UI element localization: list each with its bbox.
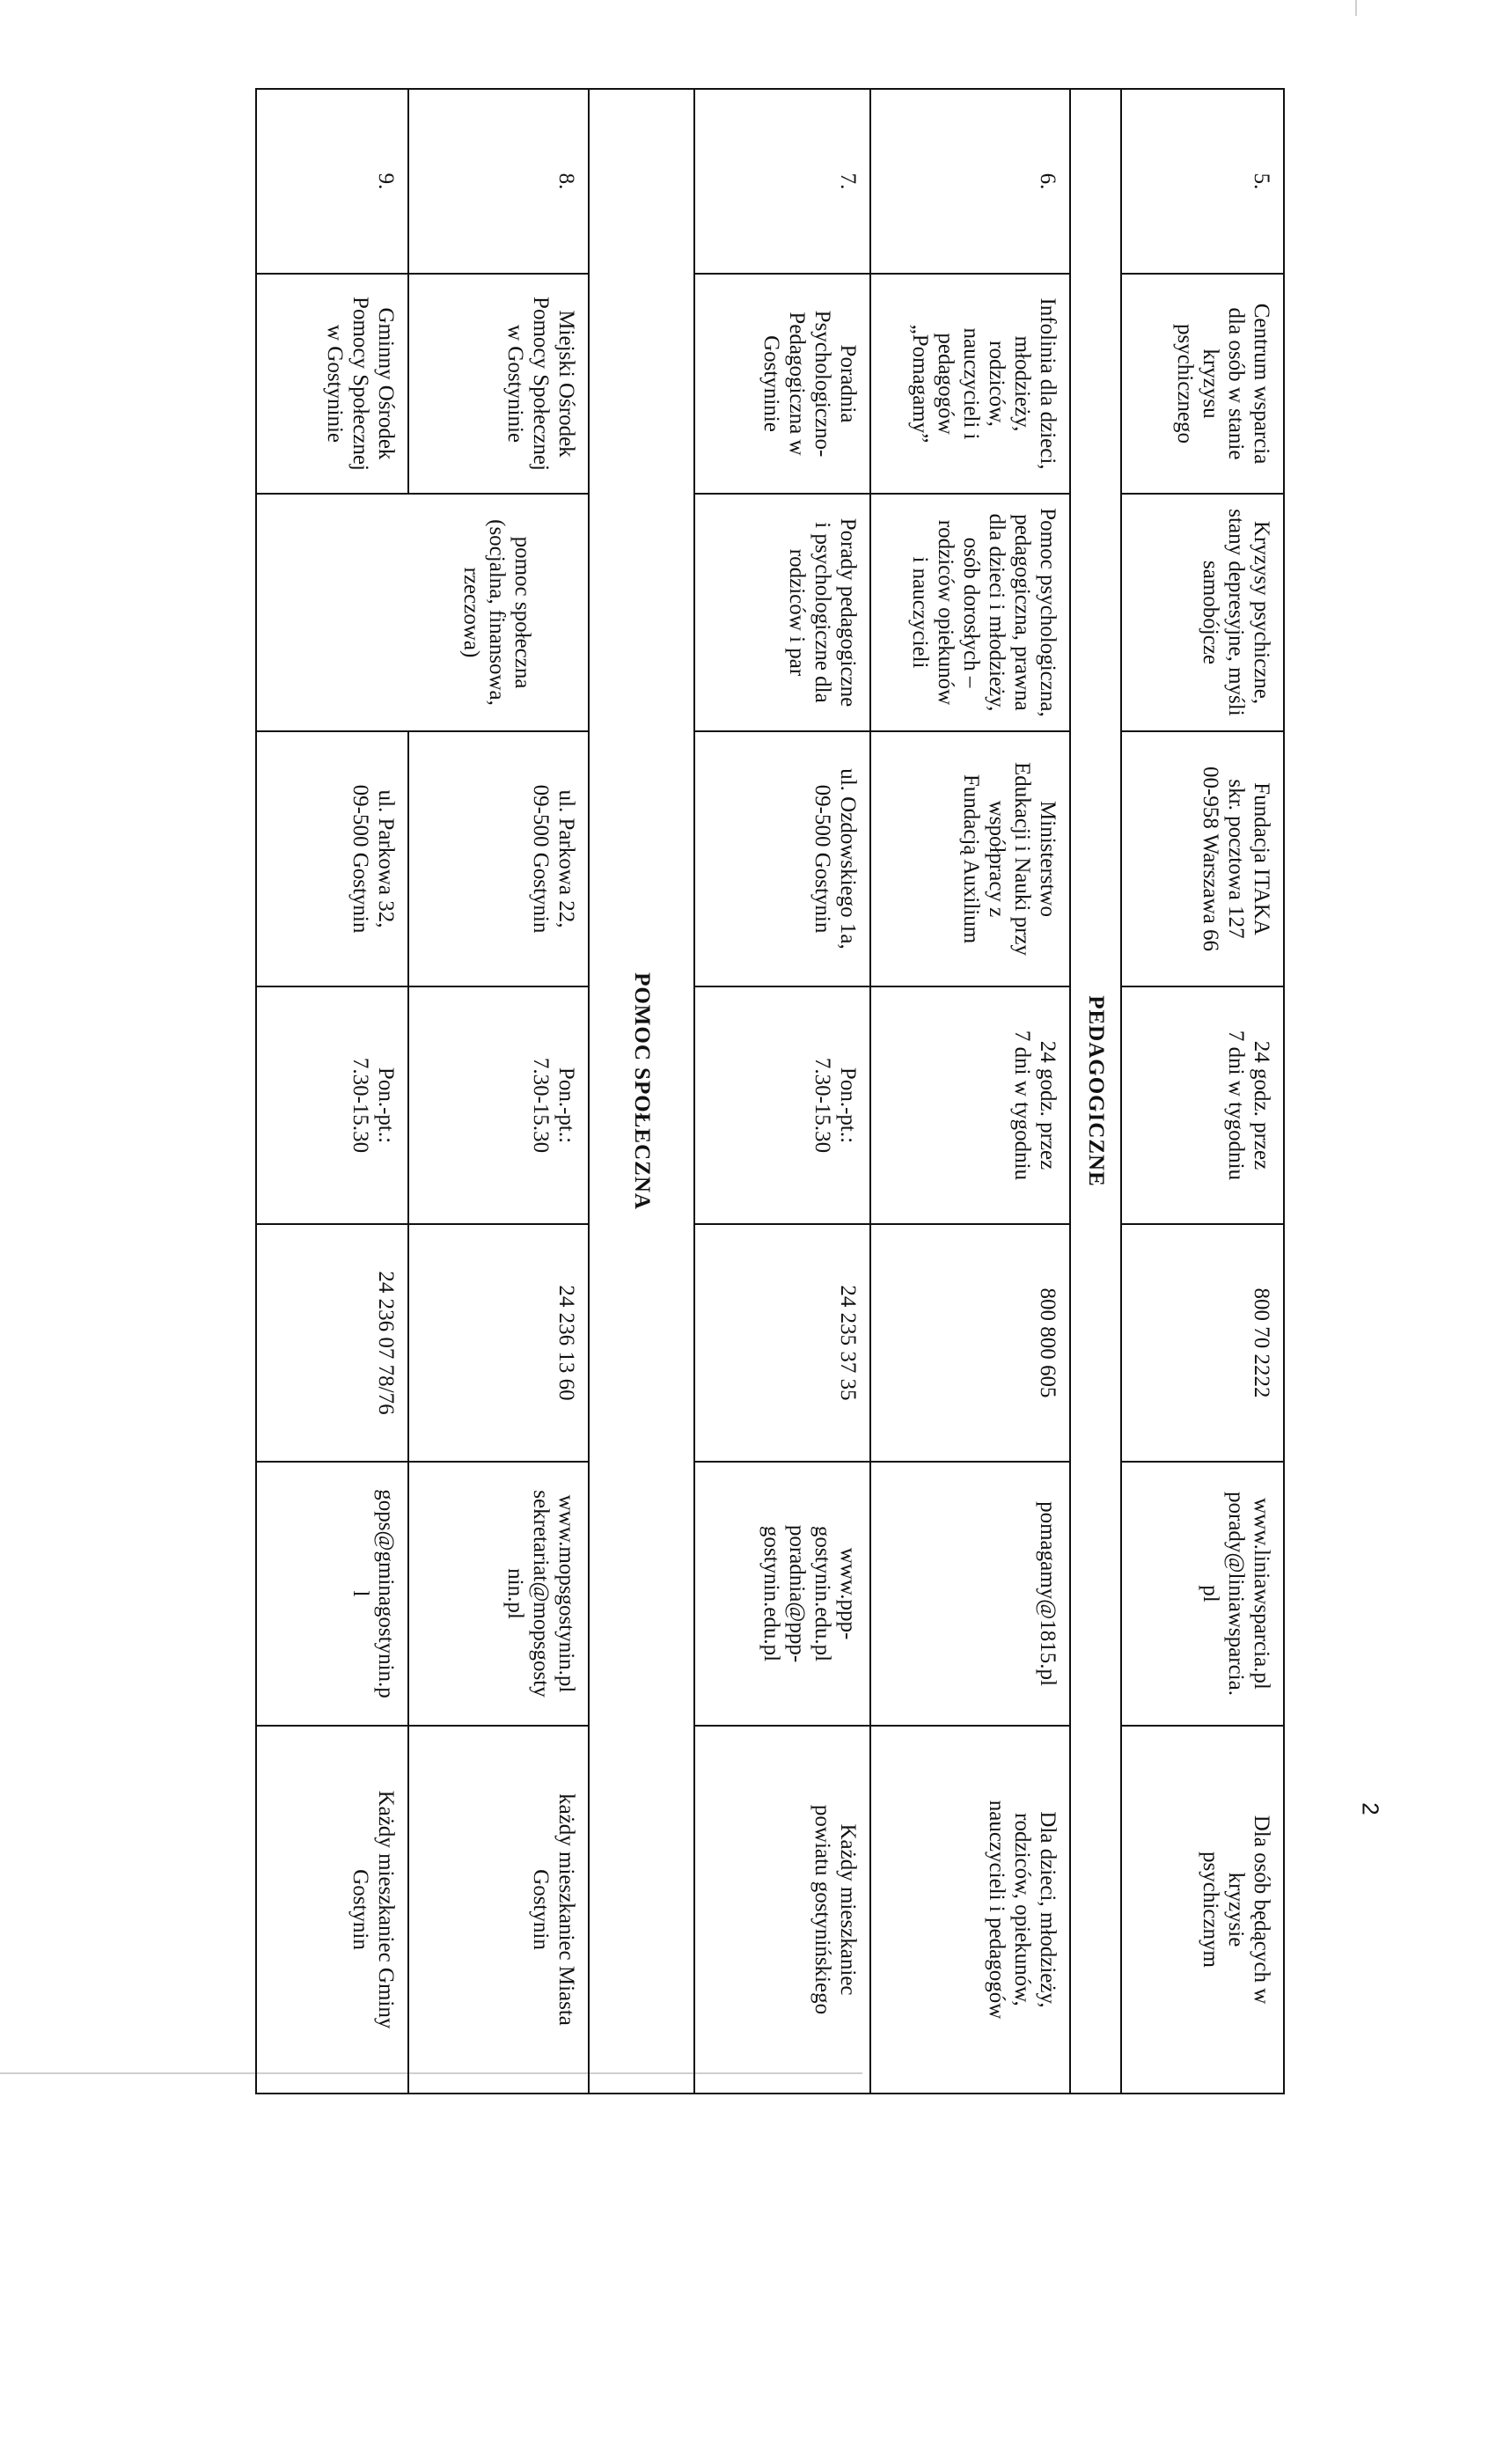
address: Ministerstwo Edukacji i Nauki przy współpracy z Fundacją Auxilium: [871, 730, 1071, 986]
opening-hours: Pon.-pt.: 7.30-15.30: [695, 986, 871, 1223]
target-group: Każdy mieszkaniec powiatu gostynińskiego: [695, 1725, 871, 2094]
institution-name: Gminny Ośrodek Pomocy Społecznej w Gostyninie: [255, 273, 409, 493]
address: ul. Parkowa 32, 09-500 Gostynin: [255, 730, 409, 986]
address: ul. Ozdowskiego 1a, 09-500 Gostynin: [695, 730, 871, 986]
section-header-social-help: POMOC SPOŁECZNA: [590, 88, 695, 2094]
table-row: [255, 88, 409, 2094]
phone-number: 800 800 605: [871, 1223, 1071, 1461]
page-number: 2: [1357, 1802, 1384, 1815]
institution-name: Poradnia Psychologiczno- Pedagogiczna w Gostyninie: [695, 273, 871, 493]
help-scope: Porady pedagogiczne i psychologiczne dla rodziców i par: [695, 493, 871, 730]
website-email: gops@gminagostynin.p l: [255, 1461, 409, 1725]
phone-number: 24 236 07 78/76: [255, 1223, 409, 1461]
target-group: Dla dzieci, młodzieży, rodziców, opiekunów, nauczycieli i pedagogów: [871, 1725, 1071, 2094]
table-row: [695, 88, 871, 2094]
help-scope: pomoc społeczna (socjalna, finansowa, rzeczowa): [255, 493, 590, 730]
row-number: 5.: [1122, 88, 1285, 273]
target-group: Dla osób będących w kryzysie psychicznym: [1122, 1725, 1285, 2094]
opening-hours: Pon.-pt.: 7.30-15.30: [409, 986, 590, 1223]
row-number: 8.: [409, 88, 590, 273]
website-email: www.ppp- gostynin.edu.pl poradnia@ppp- gostynin.edu.pl: [695, 1461, 871, 1725]
opening-hours: 24 godz. przez 7 dni w tygodniu: [871, 986, 1071, 1223]
website-email: www.liniawsparcia.pl porady@liniawsparcia. pl: [1122, 1461, 1285, 1725]
institution-name: Centrum wsparcia dla osób w stanie kryzysu psychicznego: [1122, 273, 1285, 493]
row-number: 6.: [871, 88, 1071, 273]
phone-number: 24 235 37 35: [695, 1223, 871, 1461]
services-table: [229, 88, 1285, 2094]
institution-name: Infolinia dla dzieci, młodzieży, rodziców, nauczycieli i pedagogów „Pomagamy”: [871, 273, 1071, 493]
institution-name: Miejski Ośrodek Pomocy Społecznej w Gostyninie: [409, 273, 590, 493]
help-scope: Kryzysy psychiczne, stany depresyjne, myśli samobójcze: [1122, 493, 1285, 730]
row-number: 7.: [695, 88, 871, 273]
opening-hours: 24 godz. przez 7 dni w tygodniu: [1122, 986, 1285, 1223]
table-row: [1122, 88, 1285, 2094]
address: Fundacja ITAKA skr. pocztowa 127 00-958 Warszawa 66: [1122, 730, 1285, 986]
merged-scope-spacer: [255, 493, 409, 730]
table-row: [409, 88, 590, 2094]
target-group: każdy mieszkaniec Miasta Gostynin: [409, 1725, 590, 2094]
opening-hours: Pon.-pt.: 7.30-15.30: [255, 986, 409, 1223]
address: ul. Parkowa 22, 09-500 Gostynin: [409, 730, 590, 986]
scan-edge-mark: [1355, 0, 1357, 16]
phone-number: 24 236 13 60: [409, 1223, 590, 1461]
website-email: www.mopsgostynin.pl sekretariat@mopsgosty nin.pl: [409, 1461, 590, 1725]
section-header-pedagogical: PEDAGOGICZNE: [1071, 88, 1122, 2094]
target-group: Każdy mieszkaniec Gminy Gostynin: [255, 1725, 409, 2094]
social-help-rows: [255, 88, 590, 2094]
website-email: pomagamy@1815.pl: [871, 1461, 1071, 1725]
row-number: 9.: [255, 88, 409, 273]
table-row: [871, 88, 1071, 2094]
help-scope: Pomoc psychologiczna, pedagogiczna, prawna dla dzieci i młodzieży, osób dorosłych – rodziców opiekunów i nauczycieli: [871, 493, 1071, 730]
phone-number: 800 70 2222: [1122, 1223, 1285, 1461]
